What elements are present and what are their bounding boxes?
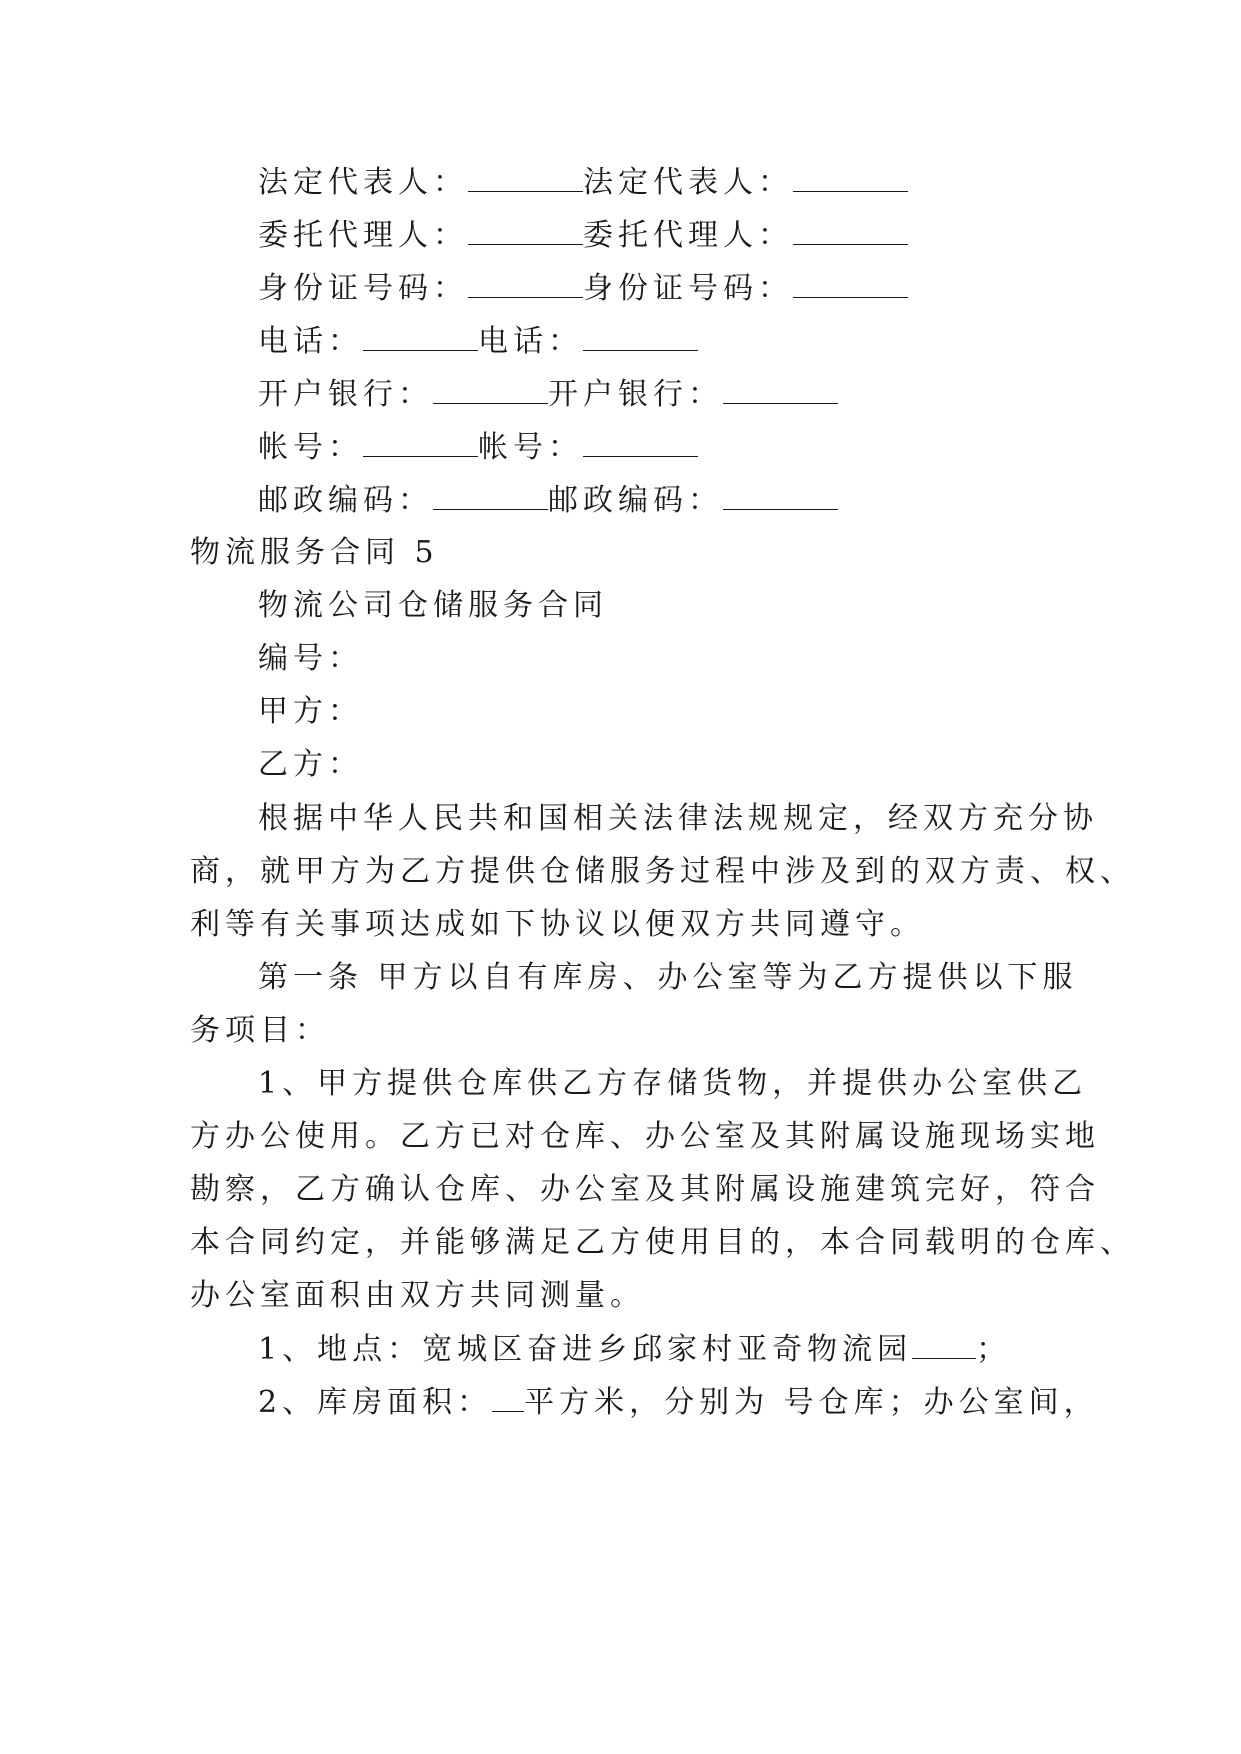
postcode-label-b: 邮政编码： (548, 483, 723, 518)
legal-rep-label-a: 法定代表人： (258, 165, 468, 200)
blank-underline (433, 381, 548, 404)
account-label-a: 帐号： (258, 430, 363, 465)
agent-label-b: 委托代理人： (583, 218, 793, 253)
blank-underline (492, 1389, 524, 1412)
section-title: 物流服务合同 5 (190, 535, 439, 570)
article-1-line: 务项目： (190, 1013, 330, 1048)
sign-line-bank (258, 377, 838, 412)
account-label-b: 帐号： (478, 430, 583, 465)
legal-rep-label-b: 法定代表人： (583, 165, 793, 200)
item-1-line: 勘察，乙方确认仓库、办公室及其附属设施建筑完好，符合 (190, 1172, 1100, 1207)
intro-line: 根据中华人民共和国相关法律法规规定，经双方充分协 (258, 801, 1098, 836)
sign-line-postcode (258, 483, 838, 518)
blank-underline (468, 169, 583, 192)
blank-underline (912, 1336, 976, 1359)
area-label: 2、库房面积： (258, 1385, 493, 1420)
sign-line-account (258, 430, 698, 465)
sign-line-legal-rep (258, 165, 908, 200)
blank-underline (583, 434, 698, 457)
blank-underline (468, 222, 583, 245)
blank-underline (583, 328, 698, 351)
bank-label-a: 开户银行： (258, 377, 433, 412)
item-1-line: 方办公使用。乙方已对仓库、办公室及其附属设施现场实地 (190, 1119, 1100, 1154)
blank-underline (433, 487, 548, 510)
item-1-line: 1、甲方提供仓库供乙方存储货物，并提供办公室供乙 (258, 1066, 1088, 1101)
blank-underline (363, 328, 478, 351)
phone-label-a: 电话： (258, 324, 363, 359)
phone-label-b: 电话： (478, 324, 583, 359)
blank-underline (723, 381, 838, 404)
area-line (258, 1385, 1099, 1420)
location-label: 1、地点：宽城区奋进乡邱家村亚奇物流园 (258, 1332, 913, 1367)
sign-line-id-number (258, 271, 908, 306)
id-label-b: 身份证号码： (583, 271, 793, 306)
field-party-a: 甲方： (258, 694, 363, 729)
blank-underline (793, 275, 908, 298)
location-end: ； (976, 1332, 1012, 1367)
blank-underline (793, 169, 908, 192)
bank-label-b: 开户银行： (548, 377, 723, 412)
location-line (258, 1332, 1012, 1367)
id-label-a: 身份证号码： (258, 271, 468, 306)
postcode-label-a: 邮政编码： (258, 483, 433, 518)
intro-line: 利等有关事项达成如下协议以便双方共同遵守。 (190, 907, 925, 942)
article-1-line: 第一条 甲方以自有库房、办公室等为乙方提供以下服 (258, 960, 1078, 995)
item-1-line: 办公室面积由双方共同测量。 (190, 1278, 645, 1313)
item-1-line: 本合同约定，并能够满足乙方使用目的，本合同载明的仓库、 (190, 1225, 1135, 1260)
sign-line-phone (258, 324, 698, 359)
sign-line-agent (258, 218, 908, 253)
contract-title: 物流公司仓储服务合同 (258, 588, 608, 623)
blank-underline (363, 434, 478, 457)
blank-underline (793, 222, 908, 245)
agent-label-a: 委托代理人： (258, 218, 468, 253)
blank-underline (723, 487, 838, 510)
field-party-b: 乙方： (258, 747, 363, 782)
blank-underline (468, 275, 583, 298)
area-rest: 平方米，分别为 号仓库；办公室间， (524, 1385, 1099, 1420)
field-number: 编号： (258, 641, 363, 676)
intro-line: 商，就甲方为乙方提供仓储服务过程中涉及到的双方责、权、 (190, 854, 1135, 889)
